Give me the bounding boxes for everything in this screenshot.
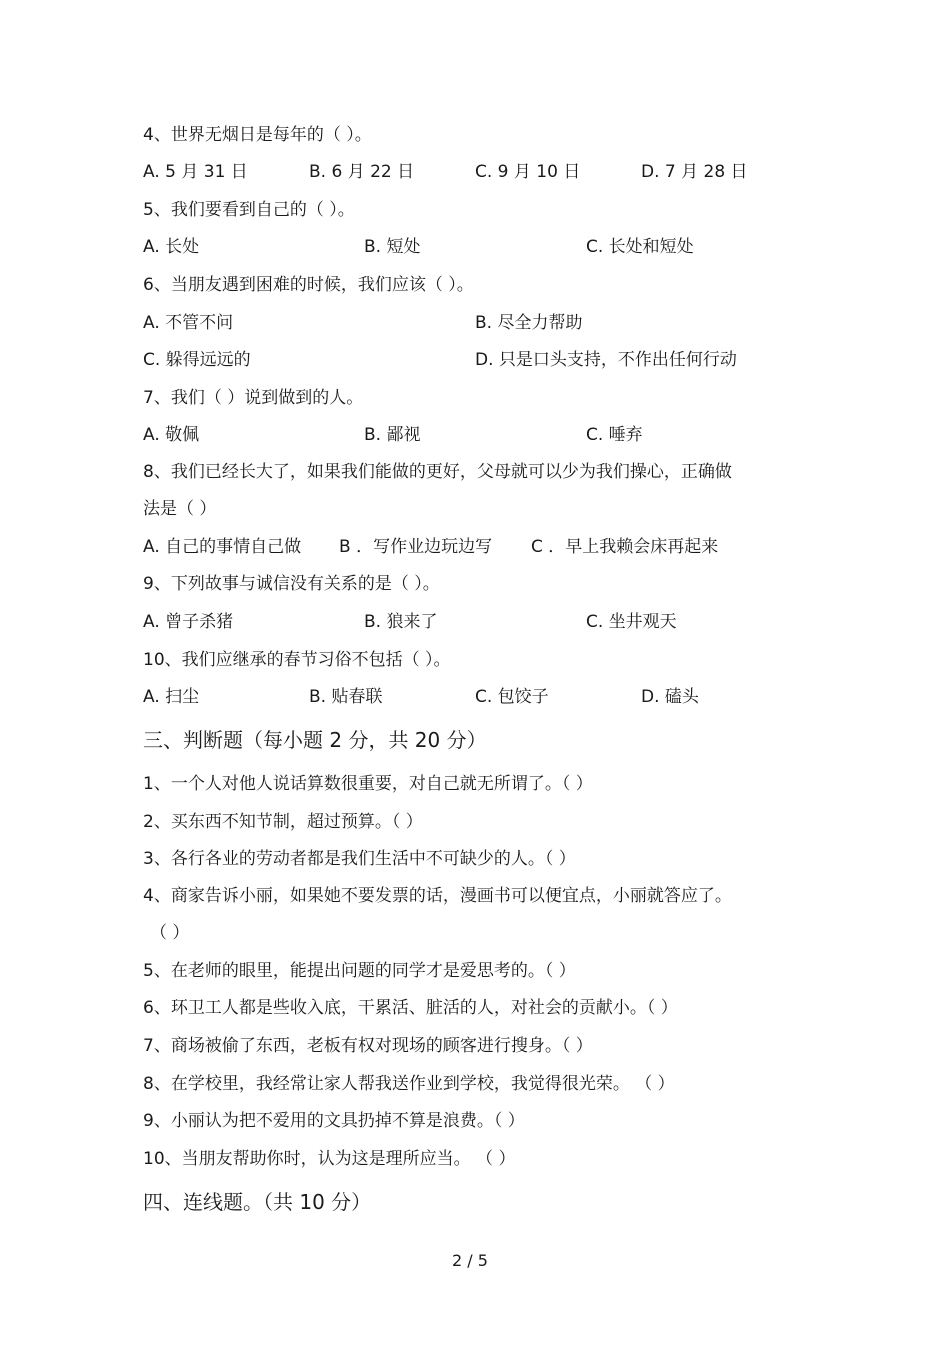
- judgement-2: 2、买东西不知节制，超过预算。（ ）: [143, 812, 423, 832]
- section-3-title: 三、判断题（每小题 2 分，共 20 分）: [143, 728, 487, 752]
- option-10a: A. 扫尘: [143, 687, 200, 707]
- judgement-10: 10、当朋友帮助你时，认为这是理所应当。 （ ）: [143, 1149, 516, 1169]
- option-6d: D. 只是口头支持，不作出任何行动: [475, 350, 737, 370]
- option-8a: A. 自己的事情自己做: [143, 537, 302, 557]
- option-5a: A. 长处: [143, 237, 200, 257]
- option-4c: C. 9 月 10 日: [475, 162, 581, 182]
- option-7a: A. 敬佩: [143, 425, 200, 445]
- question-7: 7、我们（ ）说到做到的人。: [143, 388, 364, 408]
- option-4b: B. 6 月 22 日: [309, 162, 415, 182]
- question-8: 8、我们已经长大了，如果我们能做的更好，父母就可以少为我们操心，正确做: [143, 462, 732, 482]
- option-9a: A. 曾子杀猪: [143, 612, 234, 632]
- judgement-8: 8、在学校里，我经常让家人帮我送作业到学校，我觉得很光荣。 （ ）: [143, 1074, 675, 1094]
- question-8-cont: 法是（ ）: [143, 499, 217, 519]
- option-7c: C. 唾弃: [586, 425, 643, 445]
- option-8c: C ．早上我赖会床再起来: [531, 537, 719, 557]
- option-6b: B. 尽全力帮助: [475, 313, 583, 333]
- option-9b: B. 狼来了: [364, 612, 438, 632]
- question-6: 6、当朋友遇到困难的时候，我们应该（ ）。: [143, 275, 474, 295]
- question-5: 5、我们要看到自己的（ ）。: [143, 200, 355, 220]
- judgement-4: 4、商家告诉小丽，如果她不要发票的话，漫画书可以便宜点，小丽就答应了。: [143, 886, 732, 906]
- judgement-5: 5、在老师的眼里，能提出问题的同学才是爱思考的。（ ）: [143, 961, 576, 981]
- page-number: 2 / 5: [452, 1251, 488, 1270]
- option-6c: C. 躲得远远的: [143, 350, 251, 370]
- option-4a: A. 5 月 31 日: [143, 162, 248, 182]
- question-10: 10、我们应继承的春节习俗不包括（ ）。: [143, 650, 451, 670]
- option-4d: D. 7 月 28 日: [641, 162, 748, 182]
- option-5c: C. 长处和短处: [586, 237, 694, 257]
- question-4: 4、世界无烟日是每年的（ ）。: [143, 125, 372, 145]
- section-4-title: 四、连线题。（共 10 分）: [143, 1190, 372, 1214]
- judgement-7: 7、商场被偷了东西，老板有权对现场的顾客进行搜身。（ ）: [143, 1036, 593, 1056]
- judgement-3: 3、各行各业的劳动者都是我们生活中不可缺少的人。（ ）: [143, 849, 576, 869]
- option-10b: B. 贴春联: [309, 687, 383, 707]
- judgement-9: 9、小丽认为把不爱用的文具扔掉不算是浪费。（ ）: [143, 1111, 525, 1131]
- option-6a: A. 不管不问: [143, 313, 234, 333]
- option-7b: B. 鄙视: [364, 425, 421, 445]
- judgement-4-paren: （ ）: [150, 923, 190, 943]
- option-10d: D. 磕头: [641, 687, 699, 707]
- option-10c: C. 包饺子: [475, 687, 549, 707]
- option-9c: C. 坐井观天: [586, 612, 677, 632]
- judgement-1: 1、一个人对他人说话算数很重要，对自己就无所谓了。（ ）: [143, 774, 593, 794]
- option-8b: B ．写作业边玩边写: [339, 537, 493, 557]
- option-5b: B. 短处: [364, 237, 421, 257]
- question-9: 9、下列故事与诚信没有关系的是（ ）。: [143, 574, 440, 594]
- judgement-6: 6、环卫工人都是些收入底，干累活、脏活的人，对社会的贡献小。（ ）: [143, 998, 678, 1018]
